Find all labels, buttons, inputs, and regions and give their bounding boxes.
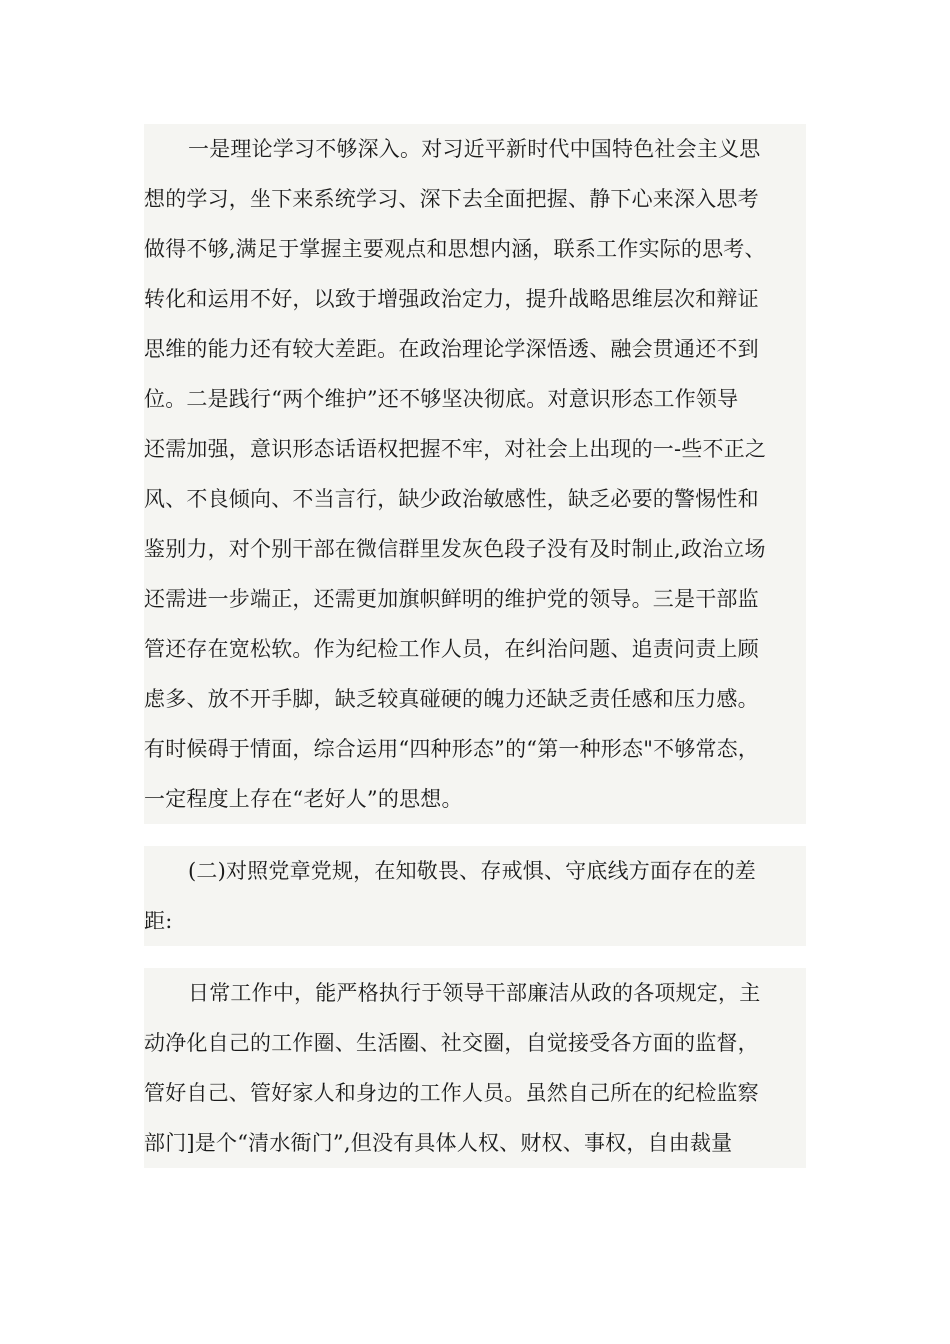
- paragraph-3: [144, 968, 806, 1168]
- paragraph-1: [144, 124, 806, 824]
- text-line: 想的学习，坐下来系统学习、深下去全面把握、静下心来深入思考: [144, 187, 759, 211]
- text-line: 有时候碍于情面，综合运用“四种形态”的“第一种形态"不够常态，: [144, 737, 760, 761]
- text-line: 管好自己、管好家人和身边的工作人员。虽然自己所在的纪检监察: [144, 1081, 759, 1105]
- text-line: 距:: [144, 909, 173, 933]
- text-line: 一是理论学习不够深入。对习近平新时代中国特色社会主义思: [188, 137, 761, 161]
- text-line: 位。二是践行“两个维护”还不够坚决彻底。对意识形态工作领导: [144, 387, 739, 411]
- text-line: 风、不良倾向、不当言行，缺少政治敏感性，缺乏必要的警惕性和: [144, 487, 759, 511]
- text-line: 鉴别力，对个别干部在微信群里发灰色段子没有及时制止,政治立场: [144, 537, 766, 561]
- paragraph-2-heading: [144, 846, 806, 946]
- text-line: 虑多、放不开手脚，缺乏较真碰硬的魄力还缺乏责任感和压力感。: [144, 687, 759, 711]
- text-line: 动净化自己的工作圈、生活圈、社交圈，自觉接受各方面的监督，: [144, 1031, 759, 1055]
- text-line: 还需加强，意识形态话语权把握不牢，对社会上出现的一-些不正之: [144, 437, 767, 461]
- text-line: 思维的能力还有较大差距。在政治理论学深悟透、融会贯通还不到: [144, 337, 759, 361]
- text-line: (二)对照党章党规，在知敬畏、存戒惧、守底线方面存在的差: [188, 859, 756, 883]
- text-line: 转化和运用不好，以致于增强政治定力，提升战略思维层次和辩证: [144, 287, 759, 311]
- text-line: 还需进一步端正，还需更加旗帜鲜明的维护党的领导。三是干部监: [144, 587, 759, 611]
- text-line: 日常工作中，能严格执行于领导干部廉洁从政的各项规定，主: [188, 981, 761, 1005]
- text-line: 部门]是个“清水衙门”,但没有具体人权、财权、事权，自由裁量: [144, 1131, 733, 1155]
- text-line: 管还存在宽松软。作为纪检工作人员，在纠治问题、追责问责上顾: [144, 637, 759, 661]
- text-line: 做得不够,满足于掌握主要观点和思想内涵，联系工作实际的思考、: [144, 237, 766, 261]
- text-line: 一定程度上存在“老好人”的思想。: [144, 787, 463, 811]
